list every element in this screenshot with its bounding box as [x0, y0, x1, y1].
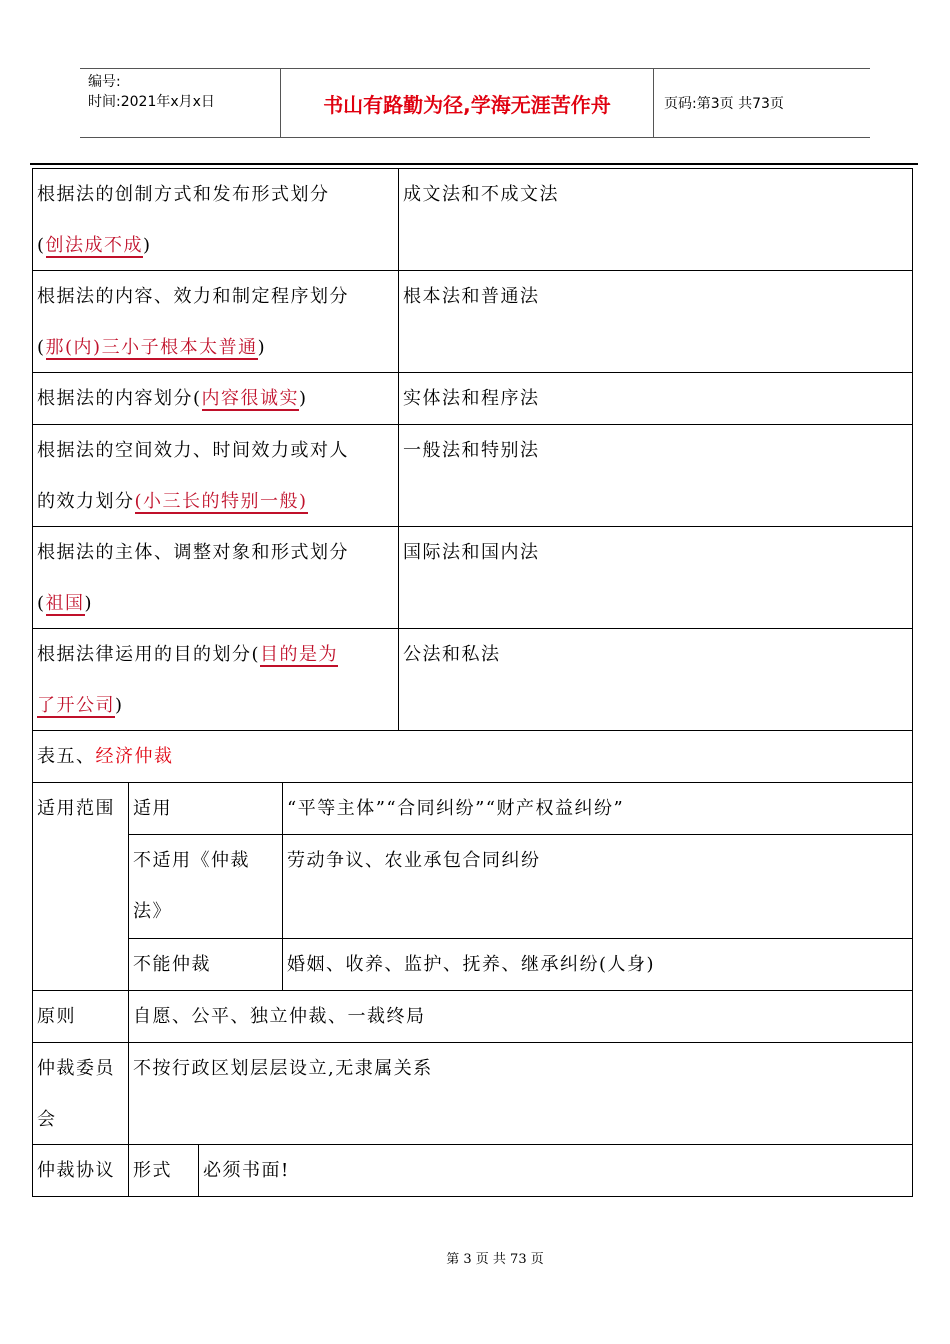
table-row-5-right: 国际法和国内法 [398, 526, 913, 629]
agreement-label: 仲裁协议 [32, 1144, 129, 1197]
form-label: 形式 [128, 1144, 199, 1197]
table-row-3-right: 实体法和程序法 [398, 372, 913, 425]
row-3-left-a: 根据法的内容划分(内容很诚实) [37, 388, 308, 409]
number-label: 编号: [88, 74, 121, 90]
table-row-1-right: 成文法和不成文法 [398, 168, 913, 271]
page-header [80, 68, 870, 138]
motto: 书山有路勤为径,学海无涯苦作舟 [281, 69, 654, 137]
table-row-6-left [32, 628, 399, 731]
table5-title-prefix: 表五、 [37, 746, 96, 767]
cannot-value: 婚姻、收养、监护、抚养、继承纠纷(人身) [282, 938, 913, 991]
date-label: 时间:2021年x月x日 [88, 94, 215, 110]
table-row-3-left [32, 372, 399, 425]
principle-label: 原则 [32, 990, 129, 1043]
committee-value: 不按行政区划层层设立,无隶属关系 [128, 1042, 913, 1145]
scope-label: 适用范围 [32, 782, 129, 991]
mnemonic: (小三长的特别一般) [134, 491, 308, 512]
not-apply-label-b: 法》 [133, 901, 172, 922]
page-footer: 第 3 页 共 73 页 [446, 1252, 544, 1267]
table-row-6-right: 公法和私法 [398, 628, 913, 731]
table-row-5-left [32, 526, 399, 629]
mnemonic: 那(内)三小子根本太普通 [45, 337, 258, 358]
apply-value: “平等主体”“合同纠纷”“财产权益纠纷” [282, 782, 913, 835]
cannot-label: 不能仲裁 [128, 938, 283, 991]
mnemonic: 内容很诚实 [201, 388, 300, 409]
committee-label-a: 仲裁委员 [37, 1058, 115, 1079]
not-apply-value: 劳动争议、农业承包合同纠纷 [282, 834, 913, 939]
committee-label-b: 会 [37, 1109, 57, 1130]
committee-label [32, 1042, 129, 1145]
row-1-left-b: (创法成不成) [37, 235, 152, 256]
mnemonic: 了开公司 [37, 695, 115, 716]
table5-title [32, 730, 913, 783]
table-row-2-left [32, 270, 399, 373]
row-2-left-a: 根据法的内容、效力和制定程序划分 [37, 286, 349, 307]
row-1-left-a: 根据法的创制方式和发布形式划分 [37, 184, 330, 205]
row-4-left-a: 根据法的空间效力、时间效力或对人 [37, 440, 349, 461]
not-apply-label [128, 834, 283, 939]
row-4-left-b: 的效力划分(小三长的特别一般) [37, 491, 308, 512]
not-apply-label-a: 不适用《仲裁 [133, 850, 250, 871]
row-2-left-b: (那(内)三小子根本太普通) [37, 337, 267, 358]
form-value: 必须书面! [198, 1144, 913, 1197]
row-5-left-b: (祖国) [37, 593, 94, 614]
mnemonic: 目的是为 [260, 644, 339, 665]
table5-title-red: 经济仲裁 [95, 746, 174, 767]
row-6-left-a: 根据法律运用的目的划分(目的是为 [37, 644, 339, 665]
principle-value: 自愿、公平、独立仲裁、一裁终局 [128, 990, 913, 1043]
row-5-left-a: 根据法的主体、调整对象和形式划分 [37, 542, 349, 563]
top-rule [30, 163, 918, 165]
apply-label: 适用 [128, 782, 283, 835]
page-label: 页码:第3页 共73页 [664, 96, 784, 112]
header-meta [80, 69, 281, 137]
table-row-4-left [32, 424, 399, 527]
table-row-2-right: 根本法和普通法 [398, 270, 913, 373]
table-row-1-left [32, 168, 399, 271]
mnemonic: 祖国 [45, 593, 85, 614]
mnemonic: 创法成不成 [45, 235, 144, 256]
table-row-4-right: 一般法和特别法 [398, 424, 913, 527]
row-6-left-b: 了开公司) [37, 695, 124, 716]
